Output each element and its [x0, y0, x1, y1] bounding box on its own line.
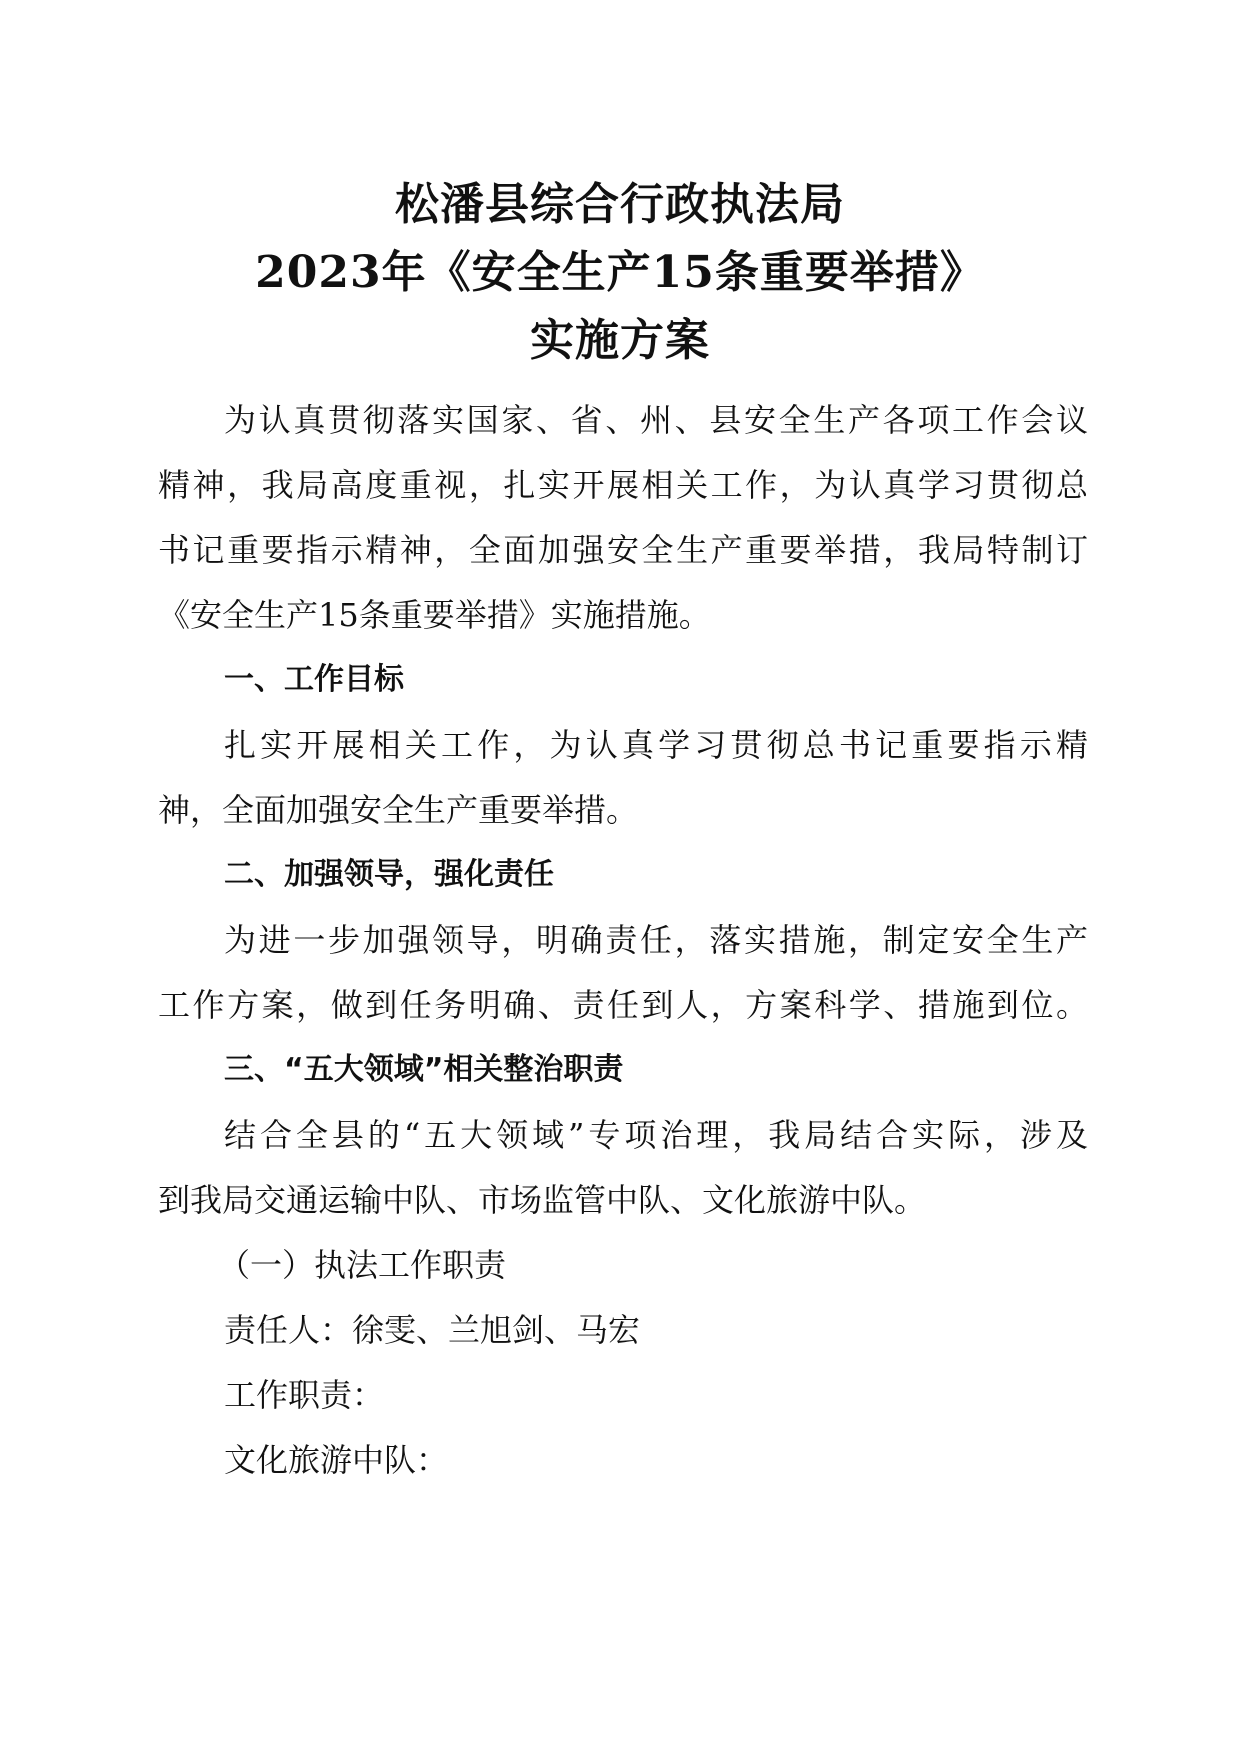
- culture-tourism-team-label: 文化旅游中队：: [224, 1441, 449, 1479]
- intro-paragraph-line: 为认真贯彻落实国家、省、州、县安全生产各项工作会议: [224, 401, 1088, 439]
- intro-paragraph-line: 精神，我局高度重视，扎实开展相关工作，为认真学习贯彻总: [158, 466, 1088, 504]
- subsection-heading-enforcement: （一）执法工作职责: [218, 1246, 507, 1284]
- section-paragraph-line: 为进一步加强领导，明确责任，落实措施，制定安全生产: [224, 921, 1088, 959]
- section-heading-leadership: 二、加强领导，强化责任: [224, 857, 554, 892]
- section-heading-five-areas: 三、“五大领域”相关整治职责: [224, 1052, 624, 1087]
- intro-paragraph-line: 书记重要指示精神，全面加强安全生产重要举措，我局特制订: [158, 531, 1088, 569]
- section-paragraph-line: 工作方案，做到任务明确、责任到人，方案科学、措施到位。: [158, 986, 1088, 1024]
- document-title-line-1: 松潘县综合行政执法局: [395, 179, 845, 230]
- section-paragraph-line: 扎实开展相关工作，为认真学习贯彻总书记重要指示精: [224, 726, 1088, 764]
- document-title-line-2: 2023年《安全生产15条重要举措》: [255, 247, 985, 298]
- responsible-persons: 责任人：徐雯、兰旭剑、马宏: [224, 1311, 641, 1349]
- duties-label: 工作职责：: [224, 1376, 385, 1414]
- intro-paragraph-line: 《安全生产15条重要举措》实施措施。: [158, 596, 711, 634]
- section-paragraph-line: 结合全县的“五大领域”专项治理，我局结合实际，涉及: [224, 1116, 1088, 1154]
- section-paragraph-line: 神，全面加强安全生产重要举措。: [158, 791, 639, 829]
- document-title-line-3: 实施方案: [530, 315, 710, 366]
- section-paragraph-line: 到我局交通运输中队、市场监管中队、文化旅游中队。: [158, 1181, 927, 1219]
- section-heading-goals: 一、工作目标: [224, 662, 404, 697]
